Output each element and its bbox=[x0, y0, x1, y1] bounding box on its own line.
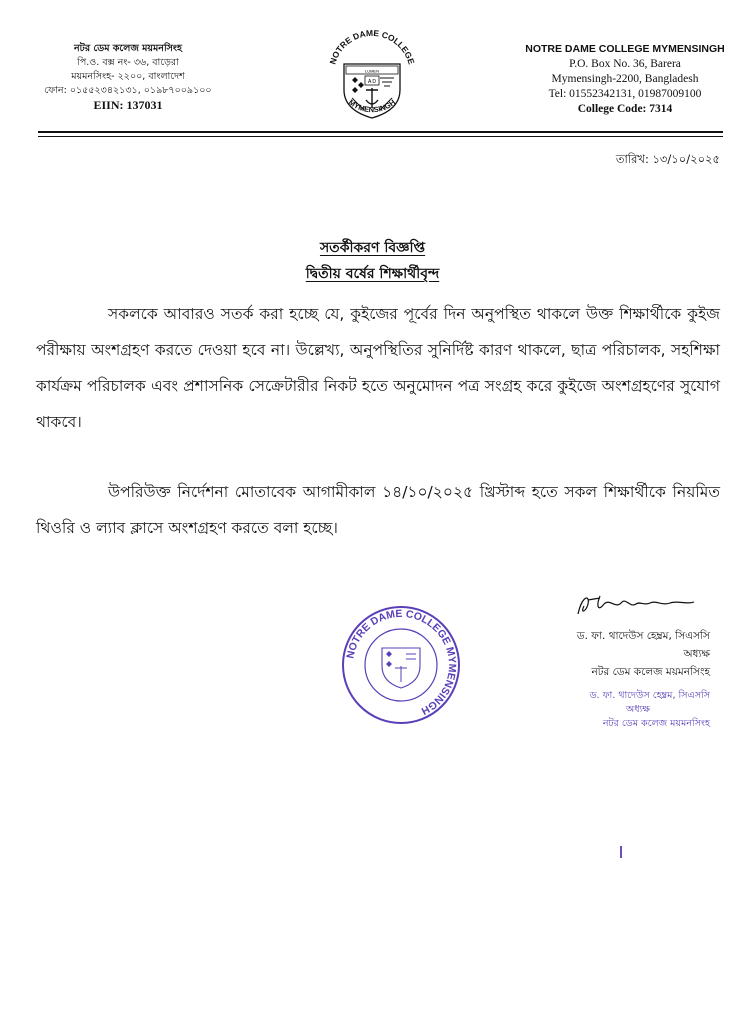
logo-top-text: NOTRE DAME COLLEGE bbox=[327, 28, 417, 66]
college-name-en: NOTRE DAME COLLEGE MYMENSINGH bbox=[525, 43, 725, 55]
logo-letters: A D bbox=[367, 79, 377, 85]
address-en: P.O. Box No. 36, Barera bbox=[569, 58, 681, 70]
notice-title: সতর্কীকরণ বিজ্ঞপ্তি bbox=[319, 240, 426, 256]
signatory-institution: নটর ডেম কলেজ ময়মনসিংহ bbox=[591, 666, 710, 678]
header-left bbox=[28, 42, 228, 113]
notice-subtitle: দ্বিতীয় বর্ষের শিক্ষার্থীবৃন্দ bbox=[305, 266, 440, 282]
body-paragraph-2: উপরিউক্ত নির্দেশনা মোতাবেক আগামীকাল ১৪/১০/২০২৫ খ্রিস্টাব্দ হতে সকল শিক্ষার্থীকে নিয়মিত থিওরি ও ল্যাব ক্লাসে অংশগ্রহণ করতে বলা হচ্ছে। bbox=[36, 483, 720, 537]
eiin: EIIN: 137031 bbox=[93, 98, 163, 112]
college-logo bbox=[322, 28, 422, 130]
address-bn: পি.ও. বক্স নং- ৩৬, বাড়েরা bbox=[77, 57, 179, 68]
college-code: College Code: 7314 bbox=[577, 103, 673, 115]
body-paragraph-1: সকলকে আবারও সতর্ক করা হচ্ছে যে, কুইজের পূর্বের দিন অনুপস্থিত থাকলে উক্ত শিক্ষার্থীকে কুইজ পরীক্ষায় অংশগ্রহণ করতে দেওয়া হবে না। উল্লেখ্য, অনুপস্থিতির সুনির্দিষ্ট কারণ থাকলে, ছাত্র পরিচালক, সহশিক্ষা কার্যক্রম পরিচালক এবং প্রশাসনিক সেক্রেটারীর নিকট হতে অনুমোদন পত্র সংগ্রহ করে কুইজে অংশগ্রহণের সুযোগ থাকবে। bbox=[36, 305, 720, 431]
notice-date: তারিখ: ১৩/১০/২০২৫ bbox=[615, 152, 720, 166]
phone-bn: ফোন: ০১৫৫২৩৪২১৩১, ০১৯৮৭০০৯১০০ bbox=[44, 85, 212, 96]
signatory-block bbox=[510, 627, 710, 681]
handwritten-signature bbox=[570, 590, 710, 620]
stamp-institution: নটর ডেম কলেজ ময়মনসিংহ bbox=[602, 718, 710, 729]
header-divider-thin bbox=[38, 136, 723, 137]
college-name-bn: নটর ডেম কলেজ ময়মনসিংহ bbox=[73, 43, 183, 54]
city-bn: ময়মনসিংহ- ২২০০, বাংলাদেশ bbox=[71, 71, 185, 82]
city-en: Mymensingh-2200, Bangladesh bbox=[551, 73, 699, 85]
header-divider-thick bbox=[38, 131, 723, 133]
header-right bbox=[520, 42, 730, 117]
stamp-designation: অধ্যক্ষ bbox=[625, 704, 650, 715]
college-seal-stamp bbox=[340, 604, 462, 726]
signatory-stamp-block bbox=[520, 689, 710, 731]
phone-en: Tel: 01552342131, 01987009100 bbox=[548, 88, 702, 100]
stamp-name: ড. ফা. থাদেউস হেম্ব্রম, সিএসসি bbox=[589, 690, 710, 701]
signatory-name: ড. ফা. থাদেউস হেম্ব্রম, সিএসসি bbox=[576, 630, 710, 642]
signatory-designation: অধ্যক্ষ bbox=[683, 648, 710, 660]
logo-bottom-text: MYMENSINGH bbox=[346, 97, 398, 115]
seal-ring-text: NOTRE DAME COLLEGE MYMENSINGH bbox=[344, 607, 459, 717]
logo-motto: LUMEN bbox=[364, 68, 380, 74]
scan-mark bbox=[620, 846, 622, 858]
